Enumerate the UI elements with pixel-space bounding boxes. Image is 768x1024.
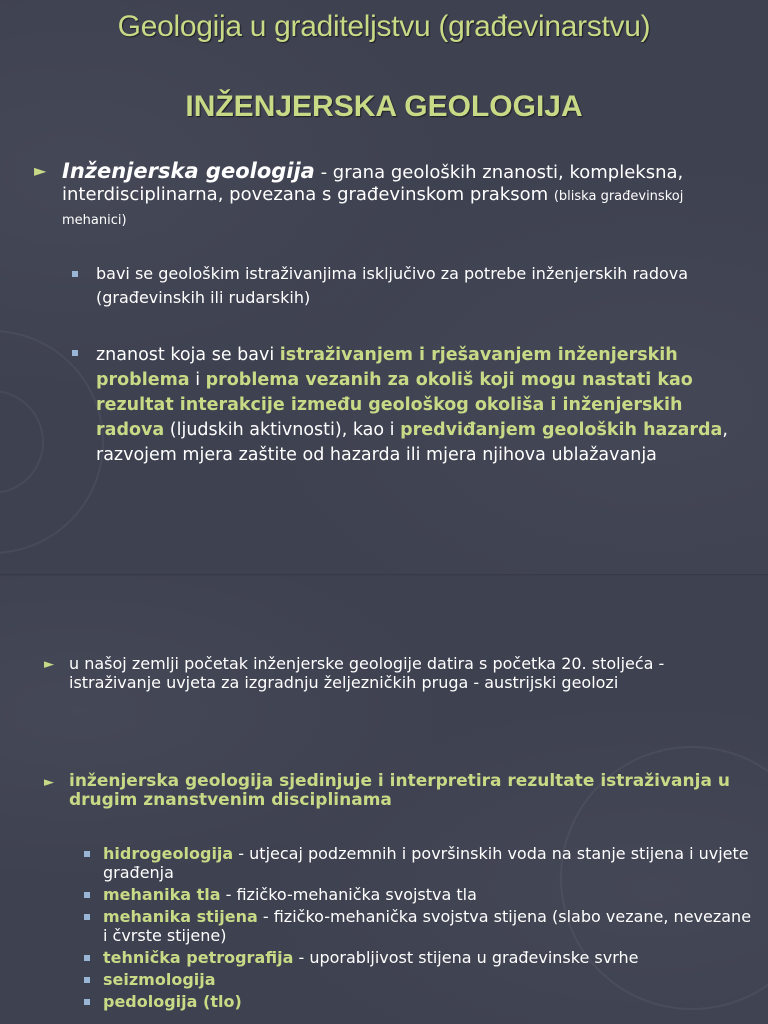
discipline-term: tehnička petrografija (103, 948, 294, 967)
square-icon (72, 350, 78, 356)
triangle-right-icon: ► (34, 161, 47, 180)
sub-point-2-text: znanost koja se bavi (96, 345, 280, 365)
discipline-desc: - fizičko-mehanička svojstva stijena (slabo vezane, nevezane i čvrste stijene) (103, 907, 752, 945)
discipline-term: mehanika stijena (103, 907, 258, 926)
discipline-item (84, 907, 754, 945)
square-icon (84, 851, 90, 857)
integration-text: inženjerska geologija sjedinjuje i interpretira rezultate istraživanja u drugim znanstvenim disciplinama (69, 771, 730, 810)
discipline-desc: - fizičko-mehanička svojstva tla (220, 885, 477, 904)
square-icon (84, 892, 90, 898)
disciplines-list (84, 844, 754, 1014)
square-icon (84, 999, 90, 1005)
bullet-point-history (44, 654, 744, 692)
slide-subtitle: INŽENJERSKA GEOLOGIJA (185, 90, 583, 123)
sub-point-2-text: (ljudskih aktivnosti), kao i (164, 420, 401, 440)
discipline-term: pedologija (tlo) (103, 992, 242, 1011)
discipline-item (84, 992, 754, 1011)
sub-point-1 (72, 262, 742, 310)
history-text: u našoj zemlji početak inženjerske geologije datira s početka 20. stoljeća - istraživanje uvjeta za izgradnju željezničkih pruga - austrijski geolozi (69, 654, 665, 692)
highlight-hazards: predviđanjem geoloških hazarda (400, 420, 723, 440)
discipline-item (84, 885, 754, 904)
bullet-point-integration (44, 772, 744, 810)
sub-point-2-text: i (189, 370, 206, 390)
discipline-item (84, 970, 754, 989)
definition-text: - grana geoloških znanosti, kompleksna, interdisciplinarna, povezana s građevinskom praksom (62, 162, 684, 205)
definition-note: (bliska građevinskoj mehanici) (62, 189, 684, 228)
bullet-point-definition (34, 160, 744, 232)
highlight-research: istraživanjem i rješavanjem inženjerskih problema (96, 345, 678, 390)
discipline-term: seizmologija (103, 970, 216, 989)
discipline-item (84, 948, 754, 967)
term-inzenjerska-geologija: Inženjerska geologija (62, 159, 315, 183)
discipline-item (84, 844, 754, 882)
triangle-right-icon: ► (44, 775, 54, 790)
discipline-desc: - utjecaj podzemnih i površinskih voda na stanje stijena i uvjete građenja (103, 844, 749, 882)
slide-2 (0, 576, 768, 1024)
triangle-right-icon: ► (44, 657, 54, 672)
sub-point-1-text: bavi se geološkim istraživanjima isključivo za potrebe inženjerskih radova (građevinskih ili rudarskih) (96, 264, 689, 307)
sub-point-2 (72, 343, 742, 468)
discipline-term: hidrogeologija (103, 844, 234, 863)
discipline-term: mehanika tla (103, 885, 221, 904)
slide-title: Geologija u graditeljstvu (građevinarstvu) (117, 10, 651, 43)
square-icon (84, 914, 90, 920)
square-icon (84, 955, 90, 961)
square-icon (84, 977, 90, 983)
square-icon (72, 271, 78, 277)
highlight-environment: problema vezanih za okoliš koji mogu nastati kao rezultat interakcije između geološkog okoliša i inženjerskih radova (96, 370, 693, 440)
sub-point-2-text: , razvojem mjera zaštite od hazarda ili mjera njihova ublažavanja (96, 420, 728, 465)
discipline-desc: - uporabljivost stijena u građevinske svrhe (293, 948, 639, 967)
